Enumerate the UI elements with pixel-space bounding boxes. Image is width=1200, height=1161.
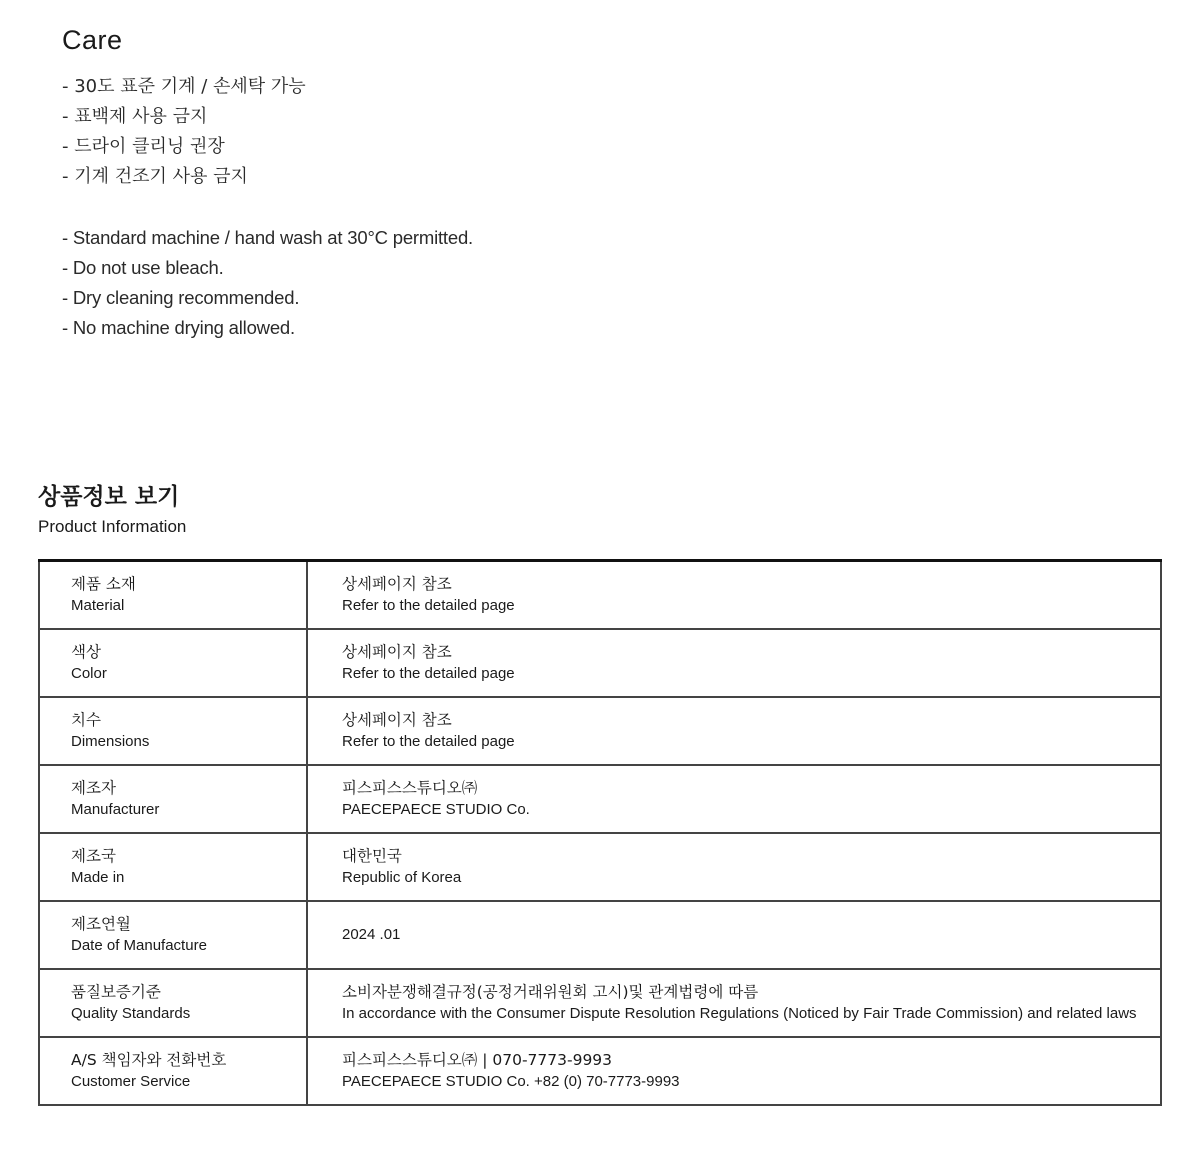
row-label-dimensions	[39, 697, 307, 765]
care-section	[62, 22, 762, 343]
label-ko: 제조자	[71, 779, 116, 797]
label-ko: 제조국	[71, 847, 116, 865]
label-en: Made in	[71, 869, 125, 886]
row-label-quality-standards	[39, 969, 307, 1037]
row-value-made-in	[307, 833, 1161, 901]
table-row	[39, 765, 1161, 833]
value-en: Republic of Korea	[342, 869, 462, 886]
care-list-english	[62, 223, 762, 343]
table-row	[39, 629, 1161, 697]
table-row	[39, 697, 1161, 765]
row-value-color	[307, 629, 1161, 697]
label-en: Dimensions	[71, 733, 150, 750]
table-row	[39, 1037, 1161, 1105]
label-ko: 색상	[71, 643, 101, 661]
value-ko: 대한민국	[342, 847, 402, 865]
care-item-en: - Standard machine / hand wash at 30°C permitted.	[62, 227, 473, 248]
table-row	[39, 969, 1161, 1037]
row-label-material	[39, 561, 307, 630]
care-title: Care	[62, 25, 123, 55]
value-en: PAECEPAECE STUDIO Co.	[342, 801, 530, 818]
value-en: Refer to the detailed page	[342, 665, 515, 682]
row-value-quality-standards	[307, 969, 1161, 1037]
care-item-en: - No machine drying allowed.	[62, 317, 295, 338]
care-item-ko: - 표백제 사용 금지	[62, 106, 208, 127]
value-ko: 상세페이지 참조	[342, 575, 452, 593]
product-info-section	[38, 480, 1162, 1090]
product-info-title-en: Product Information	[38, 517, 187, 536]
value-en: In accordance with the Consumer Dispute Resolution Regulations (Noticed by Fair Trade Commission) and related laws	[342, 1005, 1137, 1022]
row-label-date-of-manufacture	[39, 901, 307, 969]
label-en: Date of Manufacture	[71, 937, 207, 954]
label-ko: 제품 소재	[71, 575, 136, 593]
row-label-customer-service	[39, 1037, 307, 1105]
table-row	[39, 833, 1161, 901]
care-list-korean	[62, 72, 762, 192]
row-label-made-in	[39, 833, 307, 901]
value-en: PAECEPAECE STUDIO Co. +82 (0) 70-7773-9993	[342, 1073, 680, 1090]
care-item-en: - Dry cleaning recommended.	[62, 287, 300, 308]
value-ko: 피스피스스튜디오㈜	[342, 779, 478, 797]
product-info-title-ko: 상품정보 보기	[38, 484, 180, 510]
label-ko: A/S 책임자와 전화번호	[71, 1051, 227, 1069]
row-label-manufacturer	[39, 765, 307, 833]
table-row	[39, 561, 1161, 630]
label-ko: 제조연월	[71, 915, 131, 933]
label-en: Quality Standards	[71, 1005, 191, 1022]
care-item-ko: - 기계 건조기 사용 금지	[62, 166, 248, 187]
row-value-dimensions	[307, 697, 1161, 765]
row-label-color	[39, 629, 307, 697]
value-ko: 소비자분쟁해결규정(공정거래위원회 고시)및 관계법령에 따름	[342, 983, 759, 1001]
row-value-customer-service	[307, 1037, 1161, 1105]
value-ko: 상세페이지 참조	[342, 643, 452, 661]
label-en: Material	[71, 597, 125, 614]
table-row	[39, 901, 1161, 969]
value-en: Refer to the detailed page	[342, 733, 515, 750]
value-en: 2024 .01	[342, 926, 401, 943]
label-en: Customer Service	[71, 1073, 191, 1090]
row-value-manufacturer	[307, 765, 1161, 833]
care-item-en: - Do not use bleach.	[62, 257, 224, 278]
value-ko: 피스피스스튜디오㈜ | 070-7773-9993	[342, 1051, 613, 1069]
label-ko: 치수	[71, 711, 101, 729]
label-en: Manufacturer	[71, 801, 160, 818]
product-info-table	[38, 559, 1162, 1106]
row-value-date-of-manufacture	[307, 901, 1161, 969]
value-ko: 상세페이지 참조	[342, 711, 452, 729]
label-en: Color	[71, 665, 107, 682]
care-item-ko: - 30도 표준 기계 / 손세탁 가능	[62, 76, 306, 97]
row-value-material	[307, 561, 1161, 630]
label-ko: 품질보증기준	[71, 983, 161, 1001]
value-en: Refer to the detailed page	[342, 597, 515, 614]
care-item-ko: - 드라이 클리닝 권장	[62, 136, 225, 157]
